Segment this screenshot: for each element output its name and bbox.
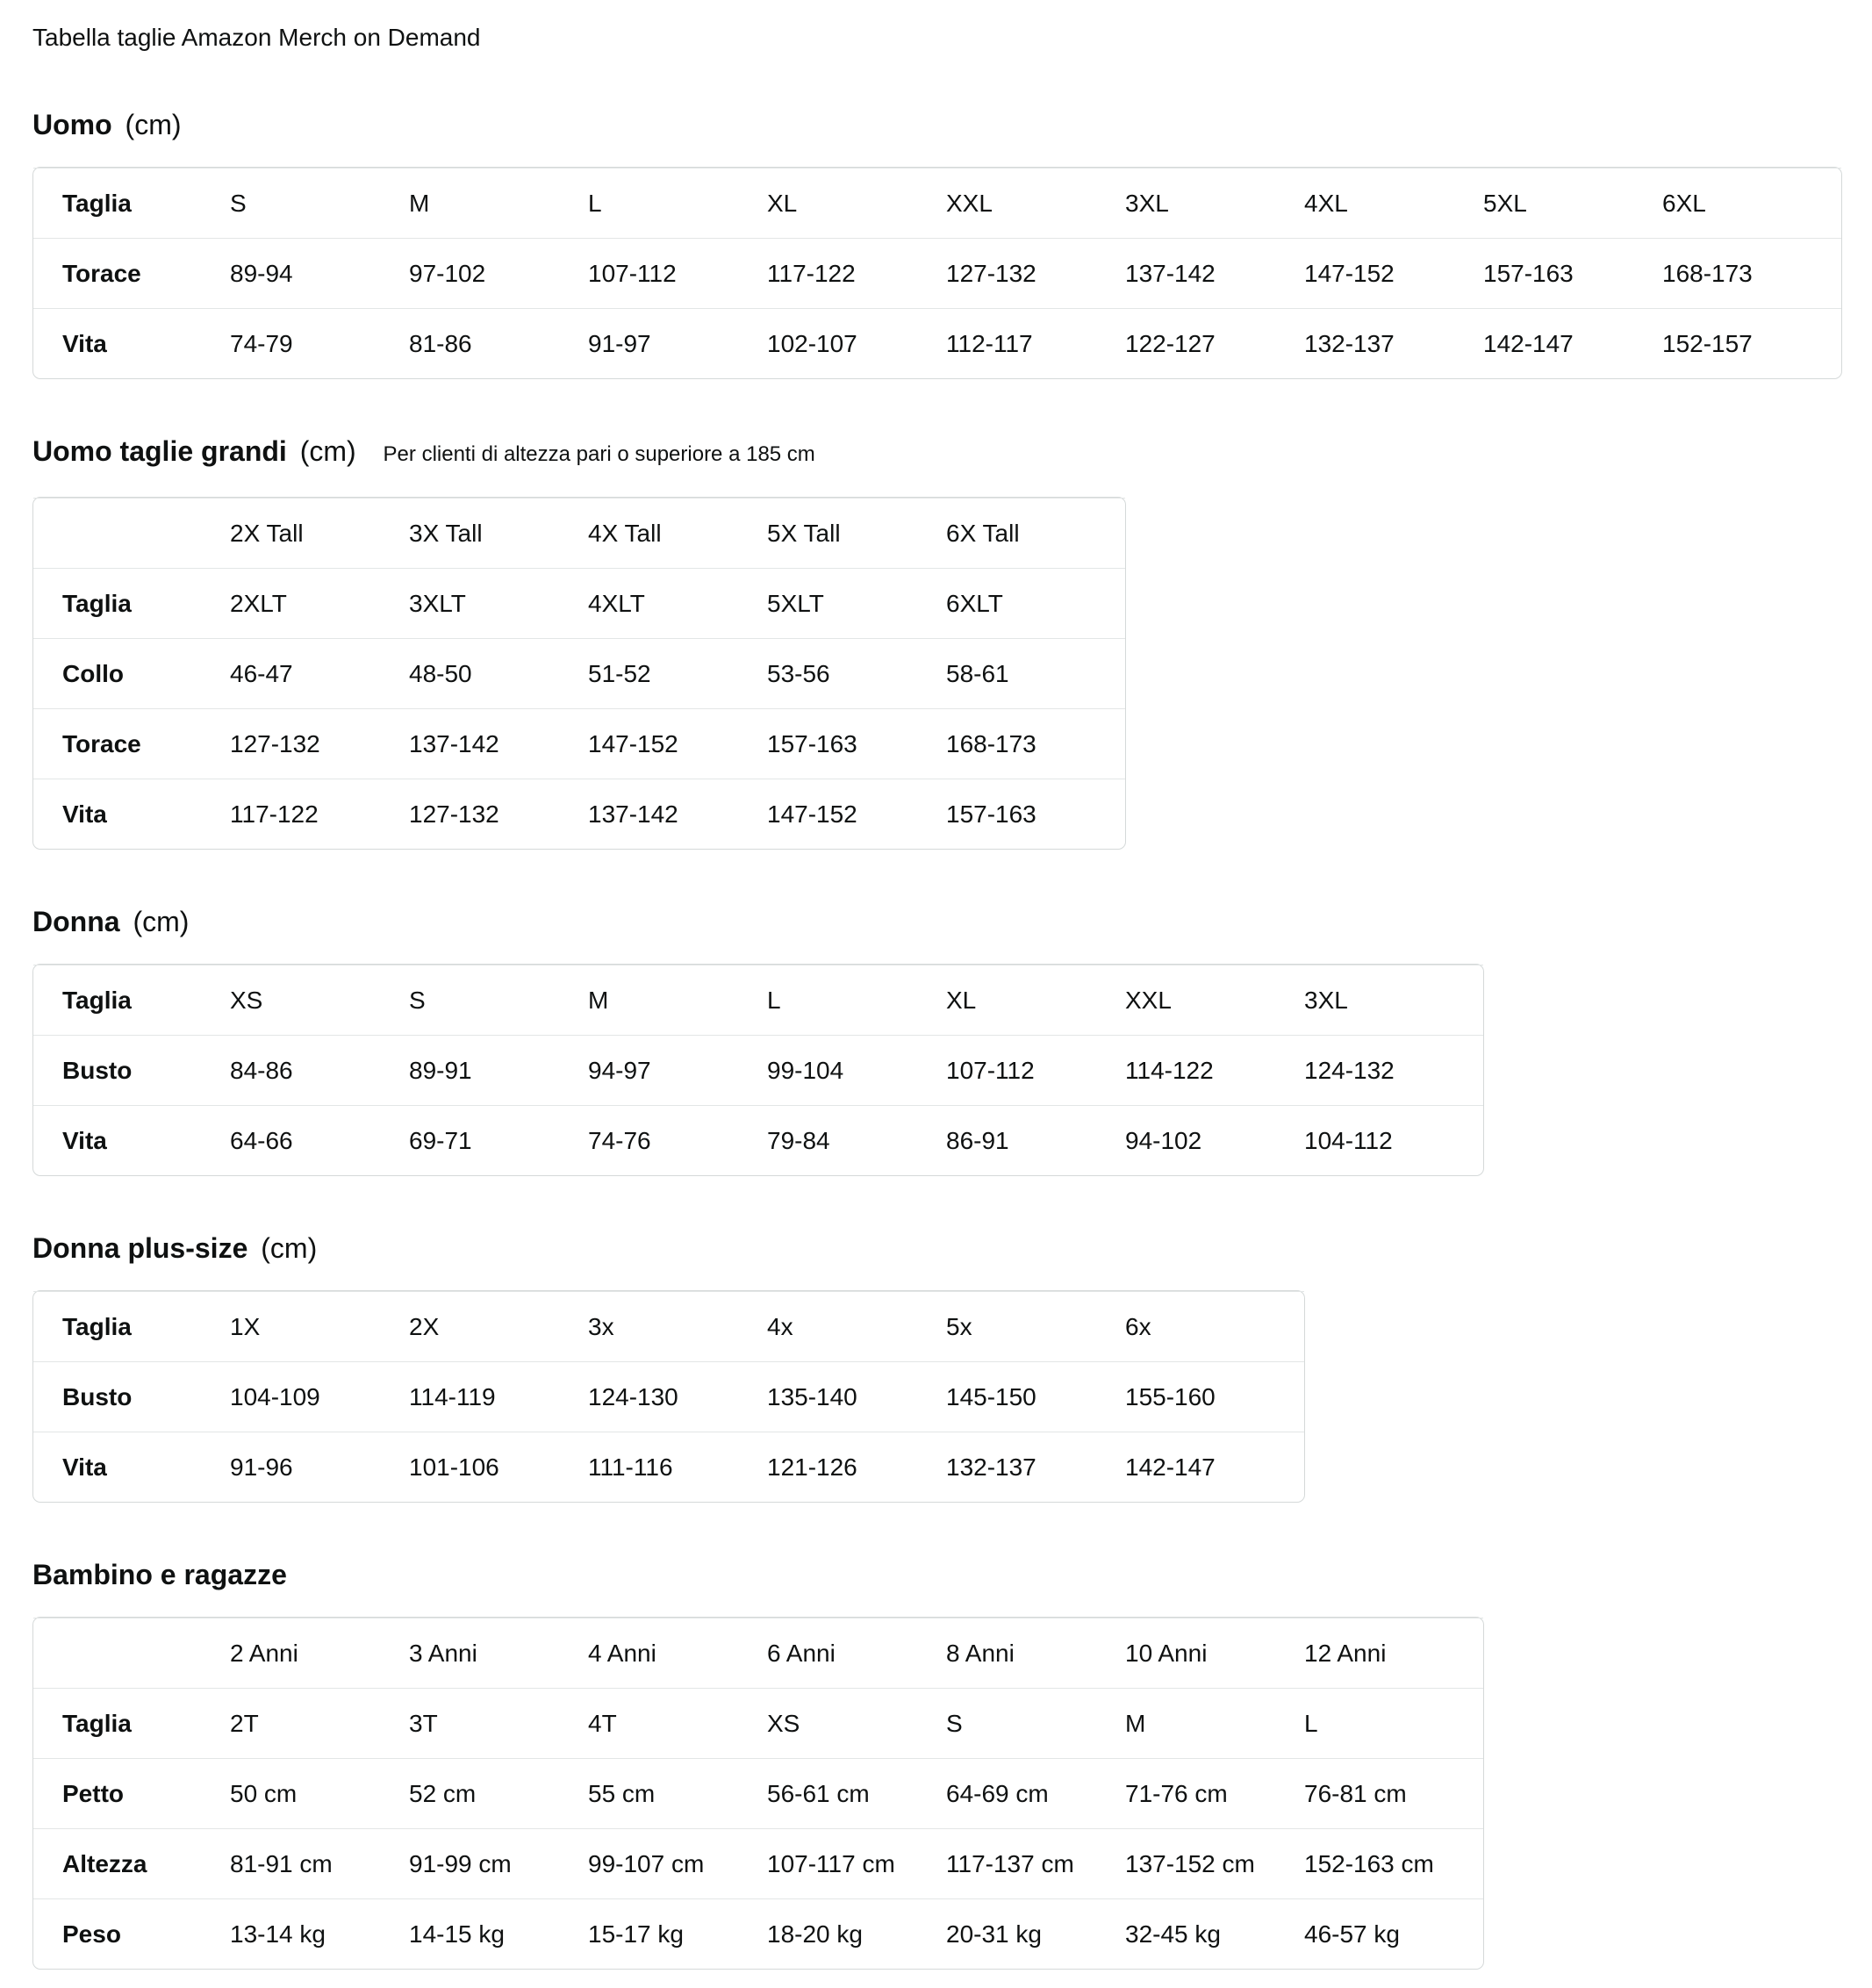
cell-value: 4T — [588, 1688, 767, 1758]
cell-value: 32-45 kg — [1125, 1898, 1304, 1969]
cell-value: 147-152 — [588, 708, 767, 779]
cell-value: 99-104 — [767, 1035, 946, 1105]
cell-value: 10 Anni — [1125, 1618, 1304, 1688]
cell-value: 8 Anni — [946, 1618, 1125, 1688]
cell-value: 135-140 — [767, 1361, 946, 1432]
bambino-e-ragazze-size-table — [32, 1617, 1484, 1970]
table-row-vita — [33, 1432, 1304, 1502]
cell-value: 157-163 — [946, 779, 1125, 849]
cell-value: 99-107 cm — [588, 1828, 767, 1898]
cell-value: 104-109 — [230, 1361, 409, 1432]
table-row-torace — [33, 708, 1125, 779]
cell-value: 3XLT — [409, 568, 588, 638]
row-label: Taglia — [33, 1688, 230, 1758]
table-row-header — [33, 498, 1125, 568]
cell-value: S — [409, 965, 588, 1035]
uomo-size-table — [32, 167, 1842, 379]
cell-value: L — [1304, 1688, 1483, 1758]
cell-value: 3XL — [1304, 965, 1483, 1035]
donna-plus-size-size-table — [32, 1290, 1305, 1503]
cell-value: XXL — [946, 168, 1125, 238]
cell-value: 74-79 — [230, 308, 409, 378]
cell-value: 137-142 — [1125, 238, 1304, 308]
cell-value: 52 cm — [409, 1758, 588, 1828]
cell-value: 117-122 — [230, 779, 409, 849]
row-label: Taglia — [33, 1291, 230, 1361]
cell-value: 5X Tall — [767, 498, 946, 568]
cell-value: 6X Tall — [946, 498, 1125, 568]
row-label: Torace — [33, 708, 230, 779]
cell-value: S — [946, 1688, 1125, 1758]
uomo-taglie-grandi-size-table-container — [32, 497, 1840, 850]
cell-value: 6 Anni — [767, 1618, 946, 1688]
cell-value: 84-86 — [230, 1035, 409, 1105]
cell-value: XS — [230, 965, 409, 1035]
cell-value: XS — [767, 1688, 946, 1758]
cell-value: 56-61 cm — [767, 1758, 946, 1828]
cell-value: M — [409, 168, 588, 238]
cell-value: 58-61 — [946, 638, 1125, 708]
cell-value: 137-142 — [588, 779, 767, 849]
cell-value: L — [588, 168, 767, 238]
cell-value: 20-31 kg — [946, 1898, 1125, 1969]
cell-value: 55 cm — [588, 1758, 767, 1828]
cell-value: 2X — [409, 1291, 588, 1361]
donna-size-table-container — [32, 964, 1840, 1176]
cell-value: 111-116 — [588, 1432, 767, 1502]
section-donna-plus-size — [32, 1229, 1840, 1503]
cell-value: 107-117 cm — [767, 1828, 946, 1898]
cell-value: 102-107 — [767, 308, 946, 378]
cell-value: 112-117 — [946, 308, 1125, 378]
uomo-size-table-container — [32, 167, 1840, 379]
table-row-busto — [33, 1361, 1304, 1432]
table-row-peso — [33, 1898, 1483, 1969]
row-label: Taglia — [33, 168, 230, 238]
section-heading-text: Bambino e ragazze — [32, 1559, 287, 1590]
section-heading-suffix: (cm) — [299, 435, 356, 467]
cell-value: 86-91 — [946, 1105, 1125, 1175]
section-heading-text: Uomo taglie grandi — [32, 435, 287, 467]
cell-value: 5XLT — [767, 568, 946, 638]
cell-value: 3T — [409, 1688, 588, 1758]
cell-value: 6XLT — [946, 568, 1125, 638]
cell-value: 114-119 — [409, 1361, 588, 1432]
table-row-taglia — [33, 1291, 1304, 1361]
row-label: Vita — [33, 308, 230, 378]
cell-value: L — [767, 965, 946, 1035]
cell-value: 12 Anni — [1304, 1618, 1483, 1688]
cell-value: 147-152 — [1304, 238, 1483, 308]
table-row-vita — [33, 779, 1125, 849]
cell-value: 6XL — [1662, 168, 1841, 238]
cell-value: 13-14 kg — [230, 1898, 409, 1969]
uomo-taglie-grandi-size-table — [32, 497, 1126, 850]
cell-value: 48-50 — [409, 638, 588, 708]
cell-value: 155-160 — [1125, 1361, 1304, 1432]
cell-value: 127-132 — [946, 238, 1125, 308]
cell-value: 127-132 — [409, 779, 588, 849]
page-title: Tabella taglie Amazon Merch on Demand — [32, 24, 481, 51]
cell-value: 142-147 — [1483, 308, 1662, 378]
row-label — [33, 1618, 230, 1688]
cell-value: 104-112 — [1304, 1105, 1483, 1175]
cell-value: 51-52 — [588, 638, 767, 708]
cell-value: 53-56 — [767, 638, 946, 708]
cell-value: 4XL — [1304, 168, 1483, 238]
cell-value: 152-157 — [1662, 308, 1841, 378]
cell-value: 137-152 cm — [1125, 1828, 1304, 1898]
cell-value: 4x — [767, 1291, 946, 1361]
cell-value: 2 Anni — [230, 1618, 409, 1688]
cell-value: 81-86 — [409, 308, 588, 378]
cell-value: 145-150 — [946, 1361, 1125, 1432]
cell-value: 74-76 — [588, 1105, 767, 1175]
bambino-e-ragazze-size-table-container — [32, 1617, 1840, 1970]
row-label: Petto — [33, 1758, 230, 1828]
cell-value: 1X — [230, 1291, 409, 1361]
cell-value: 91-99 cm — [409, 1828, 588, 1898]
cell-value: XL — [946, 965, 1125, 1035]
cell-value: 46-47 — [230, 638, 409, 708]
row-label: Taglia — [33, 568, 230, 638]
donna-size-table — [32, 964, 1484, 1176]
row-label: Vita — [33, 1432, 230, 1502]
table-row-taglia — [33, 168, 1841, 238]
cell-value: 107-112 — [588, 238, 767, 308]
cell-value: 168-173 — [1662, 238, 1841, 308]
section-heading-text: Uomo — [32, 109, 112, 140]
row-label: Taglia — [33, 965, 230, 1035]
cell-value: 4X Tall — [588, 498, 767, 568]
section-heading-donna — [32, 902, 1840, 941]
cell-value: 3 Anni — [409, 1618, 588, 1688]
cell-value: 69-71 — [409, 1105, 588, 1175]
cell-value: 168-173 — [946, 708, 1125, 779]
cell-value: 81-91 cm — [230, 1828, 409, 1898]
table-row-taglia — [33, 1688, 1483, 1758]
section-heading-uomo-taglie-grandi — [32, 432, 1840, 474]
table-row-taglia — [33, 965, 1483, 1035]
table-row-collo — [33, 638, 1125, 708]
cell-value: 137-142 — [409, 708, 588, 779]
cell-value: 3X Tall — [409, 498, 588, 568]
row-label: Vita — [33, 1105, 230, 1175]
row-label: Busto — [33, 1035, 230, 1105]
cell-value: 2XLT — [230, 568, 409, 638]
cell-value: 64-69 cm — [946, 1758, 1125, 1828]
cell-value: 79-84 — [767, 1105, 946, 1175]
cell-value: 97-102 — [409, 238, 588, 308]
cell-value: 46-57 kg — [1304, 1898, 1483, 1969]
cell-value: 127-132 — [230, 708, 409, 779]
table-row-petto — [33, 1758, 1483, 1828]
cell-value: 89-94 — [230, 238, 409, 308]
cell-value: 121-126 — [767, 1432, 946, 1502]
cell-value: XXL — [1125, 965, 1304, 1035]
section-heading-suffix: (cm) — [261, 1232, 318, 1264]
section-heading-text: Donna — [32, 906, 120, 937]
cell-value: M — [588, 965, 767, 1035]
cell-value: 94-102 — [1125, 1105, 1304, 1175]
section-bambino-e-ragazze — [32, 1555, 1840, 1970]
cell-value: 117-122 — [767, 238, 946, 308]
cell-value: 101-106 — [409, 1432, 588, 1502]
section-donna — [32, 902, 1840, 1176]
table-row-torace — [33, 238, 1841, 308]
cell-value: 71-76 cm — [1125, 1758, 1304, 1828]
cell-value: 50 cm — [230, 1758, 409, 1828]
row-label: Altezza — [33, 1828, 230, 1898]
table-row-altezza — [33, 1828, 1483, 1898]
cell-value: 132-137 — [946, 1432, 1125, 1502]
cell-value: 142-147 — [1125, 1432, 1304, 1502]
cell-value: 91-96 — [230, 1432, 409, 1502]
cell-value: 4 Anni — [588, 1618, 767, 1688]
cell-value: 3x — [588, 1291, 767, 1361]
cell-value: 124-130 — [588, 1361, 767, 1432]
cell-value: 107-112 — [946, 1035, 1125, 1105]
table-row-header — [33, 1618, 1483, 1688]
cell-value: 18-20 kg — [767, 1898, 946, 1969]
cell-value: 2T — [230, 1688, 409, 1758]
table-row-busto — [33, 1035, 1483, 1105]
table-row-vita — [33, 308, 1841, 378]
section-heading-text: Donna plus-size — [32, 1232, 248, 1264]
cell-value: 91-97 — [588, 308, 767, 378]
section-uomo — [32, 105, 1840, 379]
cell-value: 114-122 — [1125, 1035, 1304, 1105]
cell-value: 64-66 — [230, 1105, 409, 1175]
cell-value: 5XL — [1483, 168, 1662, 238]
table-row-taglia — [33, 568, 1125, 638]
cell-value: M — [1125, 1688, 1304, 1758]
section-heading-uomo — [32, 105, 1840, 144]
cell-value: 132-137 — [1304, 308, 1483, 378]
section-heading-suffix: (cm) — [125, 109, 182, 140]
row-label: Busto — [33, 1361, 230, 1432]
cell-value: 5x — [946, 1291, 1125, 1361]
cell-value: 152-163 cm — [1304, 1828, 1483, 1898]
cell-value: 157-163 — [1483, 238, 1662, 308]
section-heading-bambino-e-ragazze — [32, 1555, 1840, 1594]
row-label: Torace — [33, 238, 230, 308]
cell-value: 15-17 kg — [588, 1898, 767, 1969]
cell-value: 122-127 — [1125, 308, 1304, 378]
cell-value: 147-152 — [767, 779, 946, 849]
cell-value: 6x — [1125, 1291, 1304, 1361]
cell-value: 14-15 kg — [409, 1898, 588, 1969]
section-uomo-taglie-grandi — [32, 432, 1840, 850]
donna-plus-size-size-table-container — [32, 1290, 1840, 1503]
row-label: Peso — [33, 1898, 230, 1969]
cell-value: 2X Tall — [230, 498, 409, 568]
cell-value: 124-132 — [1304, 1035, 1483, 1105]
cell-value: 4XLT — [588, 568, 767, 638]
row-label: Collo — [33, 638, 230, 708]
table-row-vita — [33, 1105, 1483, 1175]
cell-value: 3XL — [1125, 168, 1304, 238]
cell-value: 89-91 — [409, 1035, 588, 1105]
row-label: Vita — [33, 779, 230, 849]
cell-value: 94-97 — [588, 1035, 767, 1105]
section-heading-donna-plus-size — [32, 1229, 1840, 1267]
section-heading-note: Per clienti di altezza pari o superiore a 185 cm — [383, 442, 815, 466]
section-heading-suffix: (cm) — [133, 906, 190, 937]
row-label — [33, 498, 230, 568]
cell-value: XL — [767, 168, 946, 238]
cell-value: 76-81 cm — [1304, 1758, 1483, 1828]
cell-value: 157-163 — [767, 708, 946, 779]
cell-value: 117-137 cm — [946, 1828, 1125, 1898]
cell-value: S — [230, 168, 409, 238]
